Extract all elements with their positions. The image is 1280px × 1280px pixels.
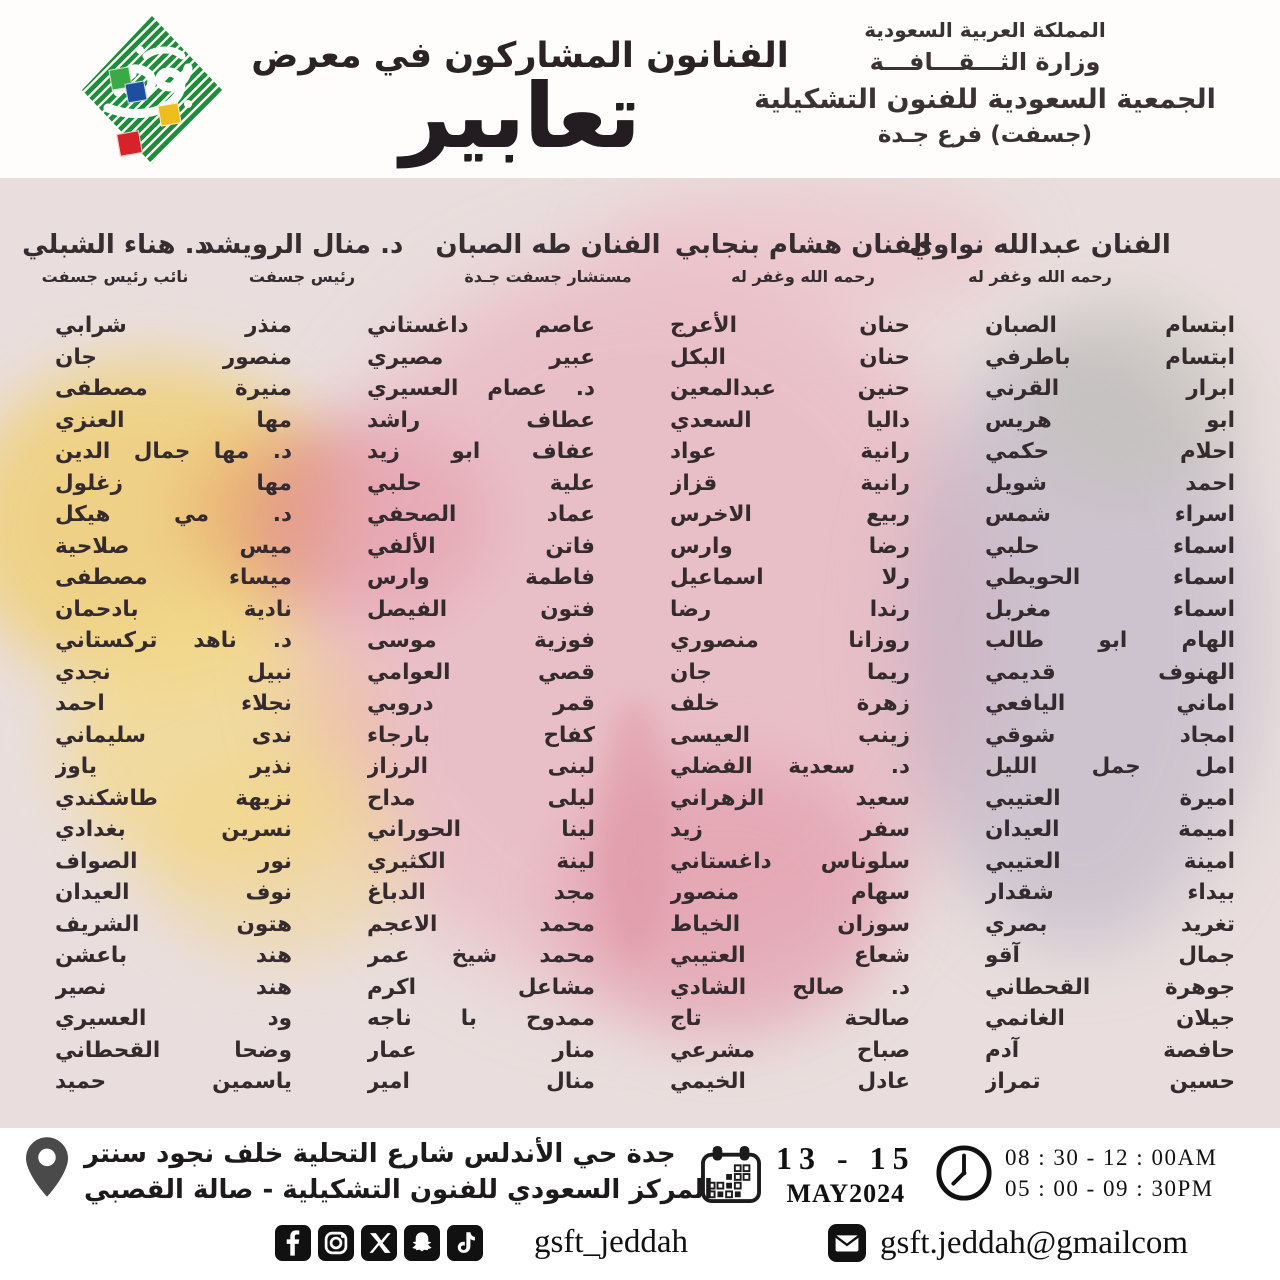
artist-name: كفاح بارجاء	[367, 722, 595, 748]
artist-name: فاطمة وارس	[367, 565, 595, 590]
opening-hours-morning: 08 : 30 - 12 : 00AM	[1005, 1145, 1218, 1170]
snapchat-icon[interactable]	[404, 1225, 440, 1261]
artist-name: ابو هريس	[985, 407, 1235, 433]
title-block	[250, 36, 790, 167]
artist-name: علية حلبي	[367, 470, 595, 496]
artist-column	[55, 310, 292, 1098]
location-pin-icon	[26, 1136, 68, 1198]
artist-name: د. صالح الشادي	[670, 974, 910, 1000]
artist-name: سفر زيد	[670, 817, 910, 842]
logo-red-square	[116, 130, 143, 157]
artist-name: ميساء مصطفى	[55, 565, 292, 590]
artist-name: عماد الصحفي	[367, 502, 595, 527]
tiktok-icon[interactable]	[447, 1225, 483, 1261]
artist-name: حسين تمراز	[985, 1069, 1235, 1094]
artist-name: الهام ابو طالب	[985, 628, 1235, 653]
org-line-society: الجمعية السعودية للفنون التشكيلية	[754, 84, 1216, 115]
dignitaries-row	[0, 178, 1280, 296]
artist-name: ابرار القرني	[985, 376, 1235, 401]
artist-name: رندا رضا	[670, 596, 910, 622]
time-block	[935, 1142, 1218, 1204]
dignitary-name: د. هناء الشبلي	[22, 230, 208, 260]
opening-hours-evening: 05 : 00 - 09 : 30PM	[1005, 1176, 1214, 1201]
logo-blue-square	[124, 80, 147, 103]
exhibition-label: الفنانون المشاركون في معرض	[251, 36, 789, 76]
org-line-kingdom: المملكة العربية السعودية	[864, 18, 1106, 42]
artist-name: د. عصام العسيري	[367, 376, 595, 401]
dignitary-role: رحمه الله وغفر له	[731, 267, 875, 286]
artist-name: منال امير	[367, 1069, 595, 1094]
artist-name: رضا وارس	[670, 533, 910, 559]
artist-name: صالحة تاج	[670, 1006, 910, 1031]
artist-name: ياسمين حميد	[55, 1069, 292, 1094]
artist-name: حافصة آدم	[985, 1037, 1235, 1063]
artist-columns	[0, 296, 1280, 1098]
artist-name: اماني اليافعي	[985, 691, 1235, 716]
event-month-year: MAY2024	[786, 1179, 906, 1208]
artist-name: فتون الفيصل	[367, 596, 595, 622]
artist-column	[367, 310, 595, 1098]
dignitary-name: الفنان عبدالله نواوي	[909, 230, 1171, 260]
artist-name: حنان الأعرج	[670, 313, 910, 338]
artist-name: محمد شيخ عمر	[367, 943, 595, 968]
artist-name: منصور جان	[55, 344, 292, 370]
artist-name: سلوناس داغستاني	[670, 848, 910, 874]
artist-name: احمد شويل	[985, 470, 1235, 496]
artist-name: اسماء حلبي	[985, 533, 1235, 559]
artist-name: صباح مشرعي	[670, 1037, 910, 1063]
artist-name: منار عمار	[367, 1037, 595, 1063]
artist-name: د. سعدية الفضلي	[670, 754, 910, 779]
artist-name: ود العسيري	[55, 1006, 292, 1031]
dignitary-role: رئيس جسفت	[248, 267, 356, 286]
artist-name: نور الصواف	[55, 848, 292, 874]
event-dates: 13 - 15	[776, 1140, 916, 1176]
dignitary-role: نائب رئيس جسفت	[41, 267, 189, 286]
artist-name: وضحا القحطاني	[55, 1037, 292, 1063]
org-line-ministry: وزارة الثـــقـــافـــة	[869, 48, 1101, 76]
calendar-icon	[700, 1146, 762, 1204]
instagram-icon[interactable]	[318, 1225, 354, 1261]
artist-name: ميس صلاحية	[55, 533, 292, 559]
social-block	[275, 1224, 688, 1261]
dignitary	[435, 230, 660, 286]
x-icon[interactable]	[361, 1225, 397, 1261]
org-line-branch: (جسفت) فرع جـدة	[877, 122, 1093, 148]
dignitary-name: الفنان هشام بنجابي	[674, 230, 932, 260]
email-icon[interactable]	[828, 1224, 866, 1262]
artist-name: اسراء شمس	[985, 502, 1235, 527]
artist-name: لبنى الرزاز	[367, 754, 595, 779]
dignitary	[22, 230, 208, 286]
facebook-icon[interactable]	[275, 1225, 311, 1261]
artist-name: عادل الخيمي	[670, 1069, 910, 1094]
artist-name: روزانا منصوري	[670, 628, 910, 653]
artist-name: زينب العيسى	[670, 722, 910, 748]
artist-name: احلام حكمي	[985, 439, 1235, 464]
artist-name: نوف العيدان	[55, 880, 292, 905]
artist-name: مها العنزي	[55, 407, 292, 433]
artist-name: عطاف راشد	[367, 407, 595, 433]
email-address[interactable]: gsft.jeddah@gmailcom	[880, 1224, 1189, 1261]
artist-name: حنان البكل	[670, 344, 910, 370]
logo-calligraphy-icon	[82, 16, 222, 164]
artist-name: سهام منصور	[670, 880, 910, 905]
artist-name: مها زغلول	[55, 470, 292, 496]
gsft-logo	[70, 8, 260, 186]
artist-name: الهنوف قديمي	[985, 659, 1235, 685]
exhibition-title: تعابير	[400, 64, 640, 167]
artist-name: بيداء شقدار	[985, 880, 1235, 905]
dignitary-role: مستشار جسفت جـدة	[464, 267, 632, 286]
artist-name: امينة العتيبي	[985, 848, 1235, 874]
artist-name: اميرة العتيبي	[985, 785, 1235, 811]
artist-name: ربيع الاخرس	[670, 502, 910, 527]
artist-name: ليلى مداح	[367, 785, 595, 811]
artist-name: امجاد شوقي	[985, 722, 1235, 748]
artist-name: مجد الدباغ	[367, 880, 595, 905]
artist-name: نذير ياوز	[55, 754, 292, 779]
artist-name: حنين عبدالمعين	[670, 376, 910, 401]
artist-name: لينة الكثيري	[367, 848, 595, 874]
artist-name: جيلان الغانمي	[985, 1006, 1235, 1031]
poster-header	[0, 0, 1280, 178]
poster-footer	[0, 1128, 1280, 1280]
artist-name: داليا السعدي	[670, 407, 910, 433]
dignitary	[201, 230, 404, 286]
artist-name: رلا اسماعيل	[670, 565, 910, 590]
artist-name: منذر شرابي	[55, 313, 292, 338]
artist-name: اسماء الحويطي	[985, 565, 1235, 590]
artist-name: منيرة مصطفى	[55, 376, 292, 401]
artist-column	[985, 310, 1235, 1098]
artist-name: زهرة خلف	[670, 691, 910, 716]
artist-name: لينا الحوراني	[367, 817, 595, 842]
artist-name: نادية بادحمان	[55, 596, 292, 622]
artist-name: عاصم داغستاني	[367, 313, 595, 338]
artist-name: عبير مصيري	[367, 344, 595, 370]
artist-name: هتون الشريف	[55, 911, 292, 937]
artist-name: تغريد بصري	[985, 911, 1235, 937]
date-block	[700, 1140, 916, 1209]
artist-name: ندى سليماني	[55, 722, 292, 748]
artist-name: نبيل نجدي	[55, 659, 292, 685]
artist-name: نجلاء احمد	[55, 691, 292, 716]
artist-name: هند نصير	[55, 974, 292, 1000]
dignitary	[909, 230, 1170, 286]
artist-name: جمال آقو	[985, 943, 1235, 968]
names-section	[0, 178, 1280, 1128]
artist-name: ابتسام باطرفي	[985, 344, 1235, 370]
artist-name: اسماء مغربل	[985, 596, 1235, 622]
artist-name: سوزان الخياط	[670, 911, 910, 937]
artist-name: رانية قزاز	[670, 470, 910, 496]
address-block	[26, 1136, 713, 1208]
email-block	[828, 1224, 1188, 1262]
logo-yellow-square	[157, 102, 181, 126]
artist-column	[670, 310, 910, 1098]
artist-name: قمر دروبي	[367, 691, 595, 716]
artist-name: رانية عواد	[670, 439, 910, 464]
artist-name: ابتسام الصبان	[985, 313, 1235, 338]
dignitary	[675, 230, 931, 286]
artist-name: شعاع العتيبي	[670, 943, 910, 968]
artist-name: ريما جان	[670, 659, 910, 685]
artist-name: اميمة العيدان	[985, 817, 1235, 842]
artist-name: عفاف ابو زيد	[367, 439, 595, 464]
artist-name: مشاعل اكرم	[367, 974, 595, 1000]
artist-name: فاتن الألفي	[367, 533, 595, 559]
artist-name: فوزية موسى	[367, 628, 595, 653]
artist-name: سعيد الزهراني	[670, 785, 910, 811]
dignitary-name: الفنان طه الصبان	[435, 230, 661, 260]
artist-name: جوهرة القحطاني	[985, 974, 1235, 1000]
dignitary-name: د. منال الرويشد	[200, 230, 404, 260]
address-line-2: المركز السعودي للفنون التشكيلية - صالة القصبي	[84, 1175, 713, 1205]
artist-name: د. ناهد تركستاني	[55, 628, 292, 653]
artist-name: نزيهة طاشكندي	[55, 785, 292, 811]
artist-name: د. مها جمال الدين	[55, 439, 292, 464]
dignitary-role: رحمه الله وغفر له	[968, 267, 1112, 286]
clock-icon	[935, 1144, 993, 1202]
social-handle: gsft_jeddah	[534, 1224, 688, 1260]
artist-name: قصي العوامي	[367, 659, 595, 685]
artist-name: هند باعشن	[55, 943, 292, 968]
org-block	[740, 18, 1230, 148]
artist-name: نسرين بغدادي	[55, 817, 292, 842]
social-icons	[275, 1225, 483, 1261]
address-line-1: جدة حي الأندلس شارع التحلية خلف نجود سنتر	[84, 1139, 676, 1169]
artist-name: امل جمل الليل	[985, 754, 1235, 779]
artist-name: ممدوح با ناجه	[367, 1006, 595, 1031]
artist-name: د. مي هيكل	[55, 502, 292, 527]
artist-name: محمد الاعجم	[367, 911, 595, 937]
